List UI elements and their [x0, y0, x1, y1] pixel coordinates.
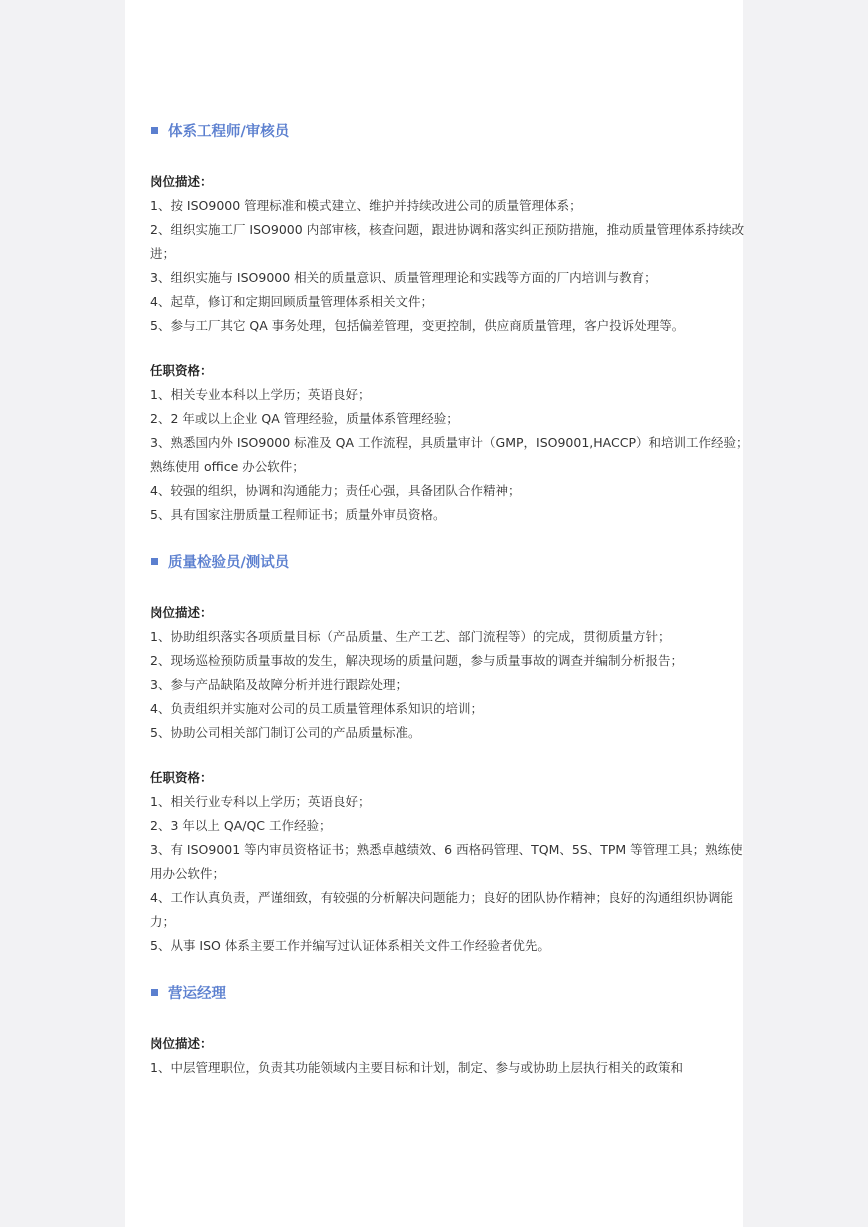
block-heading: 任职资格： — [150, 363, 213, 378]
list-item: 4、起草，修订和定期回顾质量管理体系相关文件； — [150, 294, 433, 309]
list-item: 4、工作认真负责，严谨细致，有较强的分析解决问题能力；良好的团队协作精神；良好的沟通组织协调能力； — [150, 890, 733, 929]
list-item: 2、组织实施工厂 ISO9000 内部审核，核查问题，跟进协调和落实纠正预防措施，推动质量管理体系持续改进； — [150, 222, 745, 261]
list-item: 2、现场巡检预防质量事故的发生，解决现场的质量问题，参与质量事故的调查并编制分析报告； — [150, 653, 683, 668]
list-item: 2、3 年以上 QA/QC 工作经验； — [150, 818, 332, 833]
section-title-text: 营运经理 — [168, 985, 226, 1002]
item-list — [150, 790, 750, 958]
square-bullet-icon — [151, 558, 158, 565]
square-bullet-icon — [151, 127, 158, 134]
document-content — [150, 118, 750, 1102]
list-item: 3、组织实施与 ISO9000 相关的质量意识、质量管理理论和实践等方面的厂内培训与教育； — [150, 270, 657, 285]
square-bullet-icon — [151, 989, 158, 996]
list-item: 5、从事 ISO 体系主要工作并编写过认证体系相关文件工作经验者优先。 — [150, 938, 550, 953]
item-list — [150, 625, 750, 745]
item-list — [150, 1056, 750, 1080]
section-system-engineer — [150, 118, 750, 527]
section-quality-inspector — [150, 549, 750, 958]
list-item: 1、按 ISO9000 管理标准和模式建立、维护并持续改进公司的质量管理体系； — [150, 198, 582, 213]
block-heading: 岗位描述： — [150, 605, 213, 620]
block-heading: 岗位描述： — [150, 1036, 213, 1051]
list-item: 5、具有国家注册质量工程师证书；质量外审员资格。 — [150, 507, 446, 522]
section-title — [150, 980, 750, 1004]
list-item: 2、2 年或以上企业 QA 管理经验，质量体系管理经验； — [150, 411, 459, 426]
block-heading: 任职资格： — [150, 770, 213, 785]
section-title — [150, 549, 750, 573]
list-item: 3、熟悉国内外 ISO9000 标准及 QA 工作流程，具质量审计（GMP，ISO9001,HACCP）和培训工作经验；熟练使用 office 办公软件； — [150, 435, 749, 474]
job-description-block — [150, 1032, 750, 1080]
job-description-block — [150, 170, 750, 338]
list-item: 3、有 ISO9001 等内审员资格证书；熟悉卓越绩效、6 西格码管理、TQM、5S、TPM 等管理工具；熟练使用办公软件； — [150, 842, 743, 881]
list-item: 4、较强的组织，协调和沟通能力；责任心强，具备团队合作精神； — [150, 483, 521, 498]
list-item: 1、相关专业本科以上学历；英语良好； — [150, 387, 371, 402]
list-item: 3、参与产品缺陷及故障分析并进行跟踪处理； — [150, 677, 408, 692]
block-heading: 岗位描述： — [150, 174, 213, 189]
item-list — [150, 383, 750, 527]
list-item: 4、负责组织并实施对公司的员工质量管理体系知识的培训； — [150, 701, 483, 716]
list-item: 1、相关行业专科以上学历；英语良好； — [150, 794, 371, 809]
qualifications-block — [150, 359, 750, 527]
section-operations-manager — [150, 980, 750, 1080]
list-item: 5、参与工厂其它 QA 事务处理，包括偏差管理，变更控制，供应商质量管理，客户投诉处理等。 — [150, 318, 685, 333]
section-title-text: 体系工程师/审核员 — [168, 123, 290, 140]
job-description-block — [150, 601, 750, 745]
list-item: 1、协助组织落实各项质量目标（产品质量、生产工艺、部门流程等）的完成，贯彻质量方针； — [150, 629, 671, 644]
item-list — [150, 194, 750, 338]
qualifications-block — [150, 766, 750, 958]
list-item: 1、中层管理职位，负责其功能领域内主要目标和计划，制定、参与或协助上层执行相关的政策和 — [150, 1060, 683, 1075]
section-title — [150, 118, 750, 142]
list-item: 5、协助公司相关部门制订公司的产品质量标准。 — [150, 725, 421, 740]
section-title-text: 质量检验员/测试员 — [168, 554, 290, 571]
